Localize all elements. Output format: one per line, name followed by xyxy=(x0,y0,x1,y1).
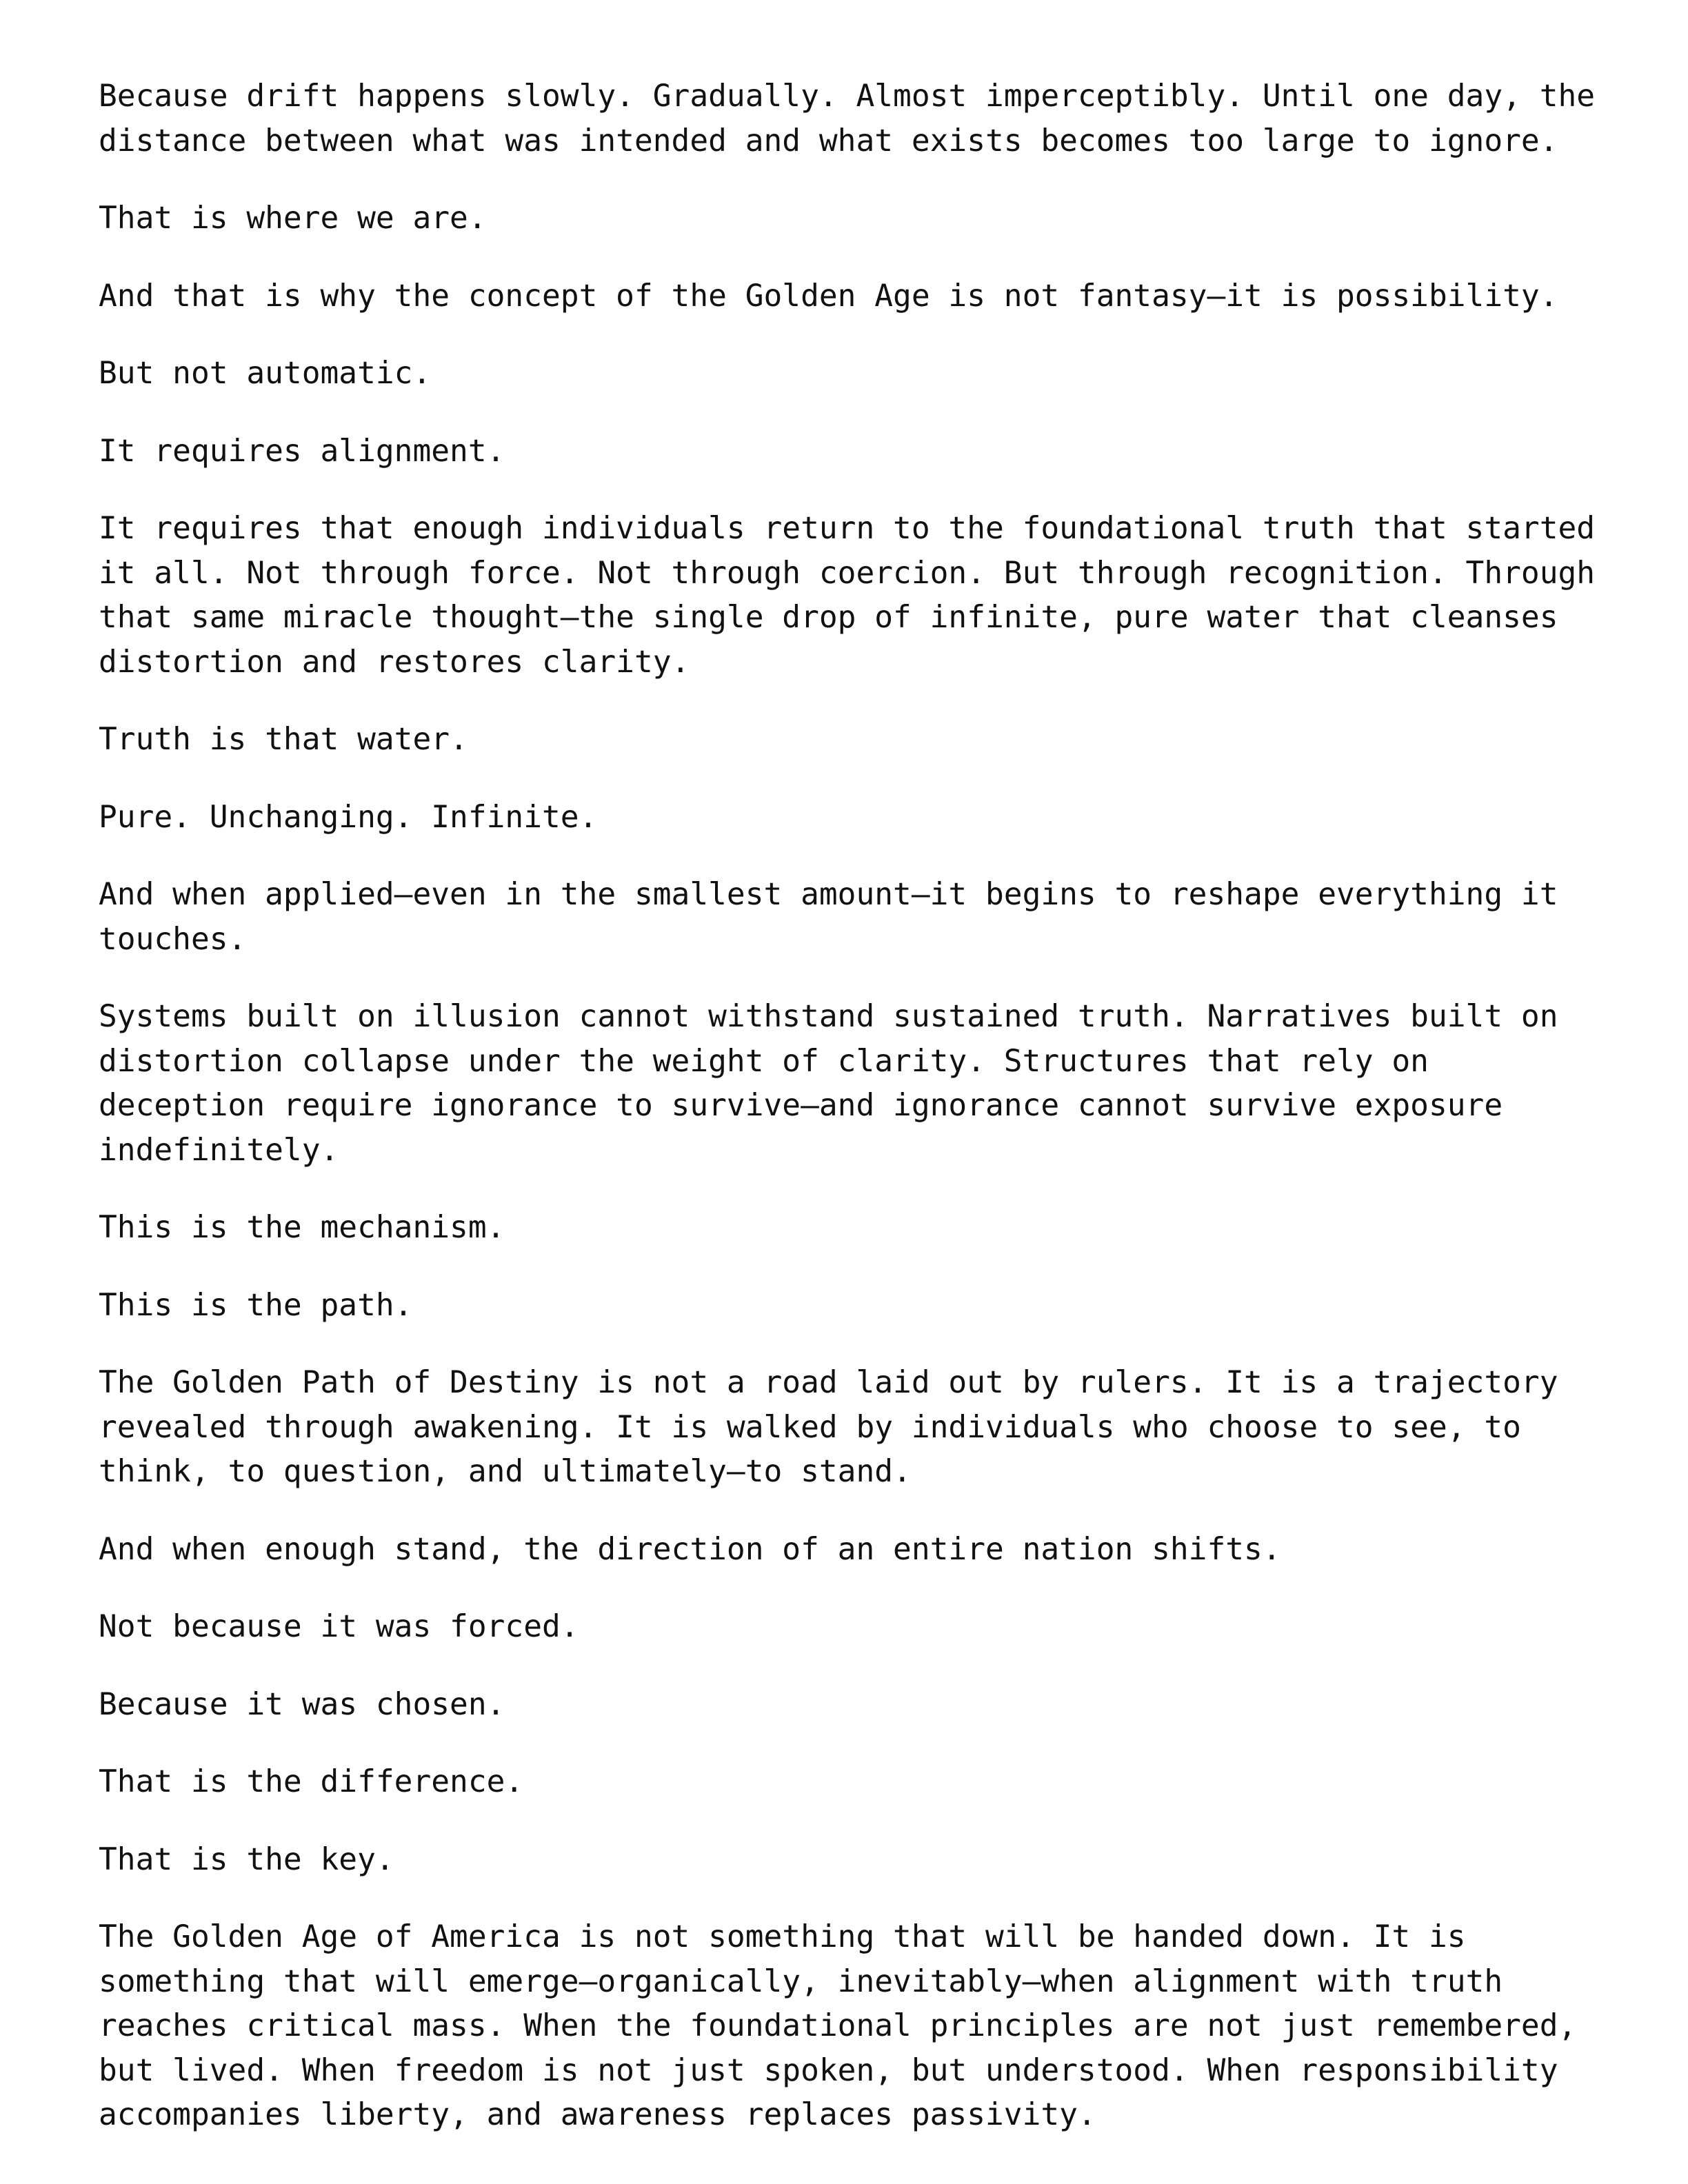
text-line: distance between what was intended and what exists becomes too large to ignore. xyxy=(99,123,1558,159)
text-line: The Golden Path of Destiny is not a road laid out by rulers. It is a trajectory xyxy=(99,1365,1558,1400)
text-line: indefinitely. xyxy=(99,1132,339,1168)
paragraph xyxy=(99,1528,1602,1573)
paragraph xyxy=(99,1605,1602,1650)
paragraph xyxy=(99,873,1602,962)
paragraph xyxy=(99,995,1602,1173)
text-line: Systems built on illusion cannot withstand sustained truth. Narratives built on xyxy=(99,999,1558,1034)
paragraph xyxy=(99,274,1602,319)
text-line: distortion and restores clarity. xyxy=(99,644,690,680)
text-line: And when enough stand, the direction of an entire nation shifts. xyxy=(99,1531,1281,1567)
text-line: And that is why the concept of the Golden Age is not fantasy—it is possibility. xyxy=(99,278,1558,314)
paragraph xyxy=(99,196,1602,241)
text-line: That is the difference. xyxy=(99,1764,524,1799)
paragraph xyxy=(99,1361,1602,1495)
paragraph xyxy=(99,429,1602,474)
text-line: revealed through awakening. It is walked by individuals who choose to see, to xyxy=(99,1409,1521,1445)
text-line: accompanies liberty, and awareness replaces passivity. xyxy=(99,2097,1096,2132)
paragraph xyxy=(99,1838,1602,1883)
text-line: Pure. Unchanging. Infinite. xyxy=(99,799,598,835)
paragraph xyxy=(99,352,1602,396)
text-line: And when applied—even in the smallest amount—it begins to reshape everything it xyxy=(99,877,1558,912)
text-line: deception require ignorance to survive—and ignorance cannot survive exposure xyxy=(99,1088,1503,1123)
text-line: It requires alignment. xyxy=(99,433,505,469)
text-line: Truth is that water. xyxy=(99,722,468,757)
text-line: It requires that enough individuals return to the foundational truth that started xyxy=(99,511,1596,546)
paragraph xyxy=(99,507,1602,685)
paragraph xyxy=(99,796,1602,840)
text-line: but lived. When freedom is not just spoken, but understood. When responsibility xyxy=(99,2052,1558,2088)
text-line: it all. Not through force. Not through coercion. But through recognition. Through xyxy=(99,555,1596,591)
paragraph xyxy=(99,74,1602,163)
paragraph xyxy=(99,1206,1602,1251)
paragraph xyxy=(99,1915,1602,2138)
text-line: reaches critical mass. When the foundational principles are not just remembered, xyxy=(99,2008,1577,2043)
document-page xyxy=(99,74,1602,2171)
text-line: But not automatic. xyxy=(99,356,432,391)
paragraph xyxy=(99,1760,1602,1805)
text-line: think, to question, and ultimately—to stand. xyxy=(99,1454,912,1489)
paragraph xyxy=(99,1683,1602,1728)
text-line: something that will emerge—organically, inevitably—when alignment with truth xyxy=(99,1963,1503,1999)
paragraph xyxy=(99,718,1602,762)
text-line: distortion collapse under the weight of clarity. Structures that rely on xyxy=(99,1043,1429,1079)
text-line: that same miracle thought—the single drop of infinite, pure water that cleanses xyxy=(99,600,1558,635)
text-line: Because it was chosen. xyxy=(99,1686,505,1722)
text-line: That is where we are. xyxy=(99,201,487,236)
paragraph xyxy=(99,1284,1602,1328)
text-line: This is the mechanism. xyxy=(99,1210,505,1245)
text-line: The Golden Age of America is not something that will be handed down. It is xyxy=(99,1919,1466,1954)
text-line: This is the path. xyxy=(99,1287,413,1323)
text-line: Because drift happens slowly. Gradually. Almost imperceptibly. Until one day, the xyxy=(99,79,1596,114)
text-line: That is the key. xyxy=(99,1841,394,1877)
text-line: touches. xyxy=(99,921,247,957)
text-line: Not because it was forced. xyxy=(99,1609,579,1644)
